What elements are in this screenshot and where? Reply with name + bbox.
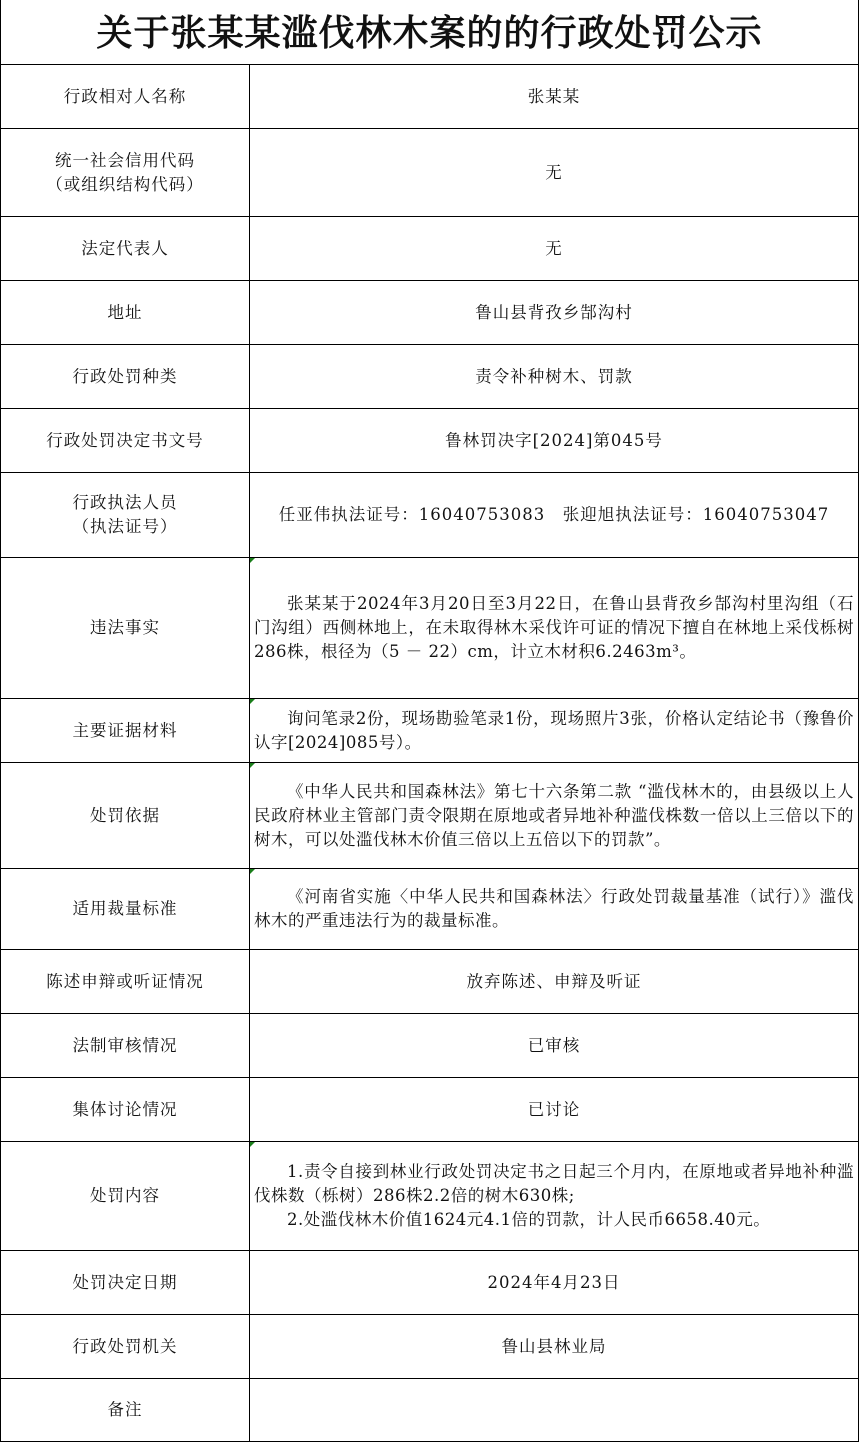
table-row <box>1 1078 859 1142</box>
row-label <box>1 281 250 345</box>
row-value: 鲁山县林业局 <box>250 1315 859 1379</box>
row-value: 已审核 <box>250 1014 859 1078</box>
paragraph: 1.责令自接到林业行政处罚决定书之日起三个月内，在原地或者异地补种滥伐株数（栎树）286株2.2倍的树木630株; <box>254 1162 854 1205</box>
table-row <box>1 1251 859 1315</box>
table-row <box>1 699 859 763</box>
row-label-text: 违法事实 <box>90 618 160 637</box>
row-value <box>250 558 859 699</box>
row-label-text: 备注 <box>107 1400 143 1419</box>
paragraph: 《中华人民共和国森林法》第七十六条第二款 “滥伐林木的，由县级以上人民政府林业主管部门责令限期在原地或者异地补种滥伐株数一倍以上三倍以下的树木，可以处滥伐林木价值三倍以上五倍以下的罚款”。 <box>254 781 854 849</box>
row-value: 任亚伟执法证号：16040753083 张迎旭执法证号：16040753047 <box>250 473 859 558</box>
table-row <box>1 1142 859 1251</box>
row-label <box>1 473 250 558</box>
table-row <box>1 869 859 950</box>
row-label-text: 适用裁量标准 <box>72 899 178 918</box>
row-value <box>250 699 859 763</box>
row-value <box>250 869 859 950</box>
row-label-text: 陈述申辩或听证情况 <box>46 971 204 991</box>
table-row <box>1 1315 859 1379</box>
table-row <box>1 473 859 558</box>
row-label <box>1 345 250 409</box>
row-value: 放弃陈述、申辩及听证 <box>250 950 859 1014</box>
paragraph: 《河南省实施〈中华人民共和国森林法〉行政处罚裁量基准（试行）》滥伐林木的严重违法行为的裁量标准。 <box>254 887 854 930</box>
row-label <box>1 65 250 129</box>
row-label-text: 法定代表人 <box>81 238 169 258</box>
table-row <box>1 129 859 217</box>
row-label <box>1 1078 250 1142</box>
row-value: 责令补种树木、罚款 <box>250 345 859 409</box>
row-label <box>1 558 250 699</box>
row-label <box>1 763 250 869</box>
document-title: 关于张某某滥伐林木案的的行政处罚公示 <box>0 0 859 64</box>
row-value: 无 <box>250 217 859 281</box>
row-value: 鲁山县背孜乡郜沟村 <box>250 281 859 345</box>
row-label <box>1 1142 250 1251</box>
row-label <box>1 950 250 1014</box>
row-label <box>1 869 250 950</box>
table-row <box>1 409 859 473</box>
row-label-text: 行政处罚种类 <box>72 366 178 386</box>
table-row <box>1 281 859 345</box>
paragraph: 2.处滥伐林木价值1624元4.1倍的罚款，计人民币6658.40元。 <box>287 1210 771 1229</box>
row-value: 张某某 <box>250 65 859 129</box>
row-label-text: 处罚内容 <box>90 1186 160 1205</box>
row-label-text: 法制审核情况 <box>72 1035 178 1055</box>
row-value <box>250 1142 859 1251</box>
row-value: 2024年4月23日 <box>250 1251 859 1315</box>
row-label <box>1 699 250 763</box>
row-label <box>1 1315 250 1379</box>
row-value: 鲁林罚决字[2024]第045号 <box>250 409 859 473</box>
row-label-text: 统一社会信用代码 <box>55 150 195 170</box>
penalty-info-table <box>0 64 859 1442</box>
row-label <box>1 1251 250 1315</box>
row-label-text: 处罚决定日期 <box>72 1272 178 1292</box>
row-value <box>250 1379 859 1442</box>
row-label-text: 行政处罚决定书文号 <box>46 430 204 450</box>
table-row <box>1 217 859 281</box>
table-row <box>1 558 859 699</box>
table-row <box>1 950 859 1014</box>
row-value: 已讨论 <box>250 1078 859 1142</box>
table-row <box>1 345 859 409</box>
table-row <box>1 1014 859 1078</box>
paragraph: 询问笔录2份，现场勘验笔录1份，现场照片3张，价格认定结论书（豫鲁价认字[2024]085号）。 <box>254 708 854 752</box>
row-label <box>1 217 250 281</box>
row-label-text: 行政相对人名称 <box>63 86 187 106</box>
table-row <box>1 65 859 129</box>
row-label-text: （执法证号） <box>72 517 178 536</box>
row-label <box>1 129 250 217</box>
row-label <box>1 409 250 473</box>
row-label-text: 处罚依据 <box>90 805 160 825</box>
paragraph: 张某某于2024年3月20日至3月22日，在鲁山县背孜乡郜沟村里沟组（石门沟组）西侧林地上，在未取得林木采伐许可证的情况下擅自在林地上采伐栎树286株，根径为（5 － 22）cm，计立木材积6.2463m³。 <box>254 594 854 661</box>
row-label-text: （或组织结构代码） <box>46 174 204 194</box>
table-row <box>1 1379 859 1442</box>
row-label <box>1 1014 250 1078</box>
row-label-text: 主要证据材料 <box>72 720 178 740</box>
row-label-text: 行政处罚机关 <box>72 1336 178 1356</box>
table-row <box>1 763 859 869</box>
row-value <box>250 763 859 869</box>
row-label-text: 集体讨论情况 <box>72 1099 178 1119</box>
row-label-text: 地址 <box>107 302 143 322</box>
row-label <box>1 1379 250 1442</box>
row-value: 无 <box>250 129 859 217</box>
row-label-text: 行政执法人员 <box>72 493 178 512</box>
